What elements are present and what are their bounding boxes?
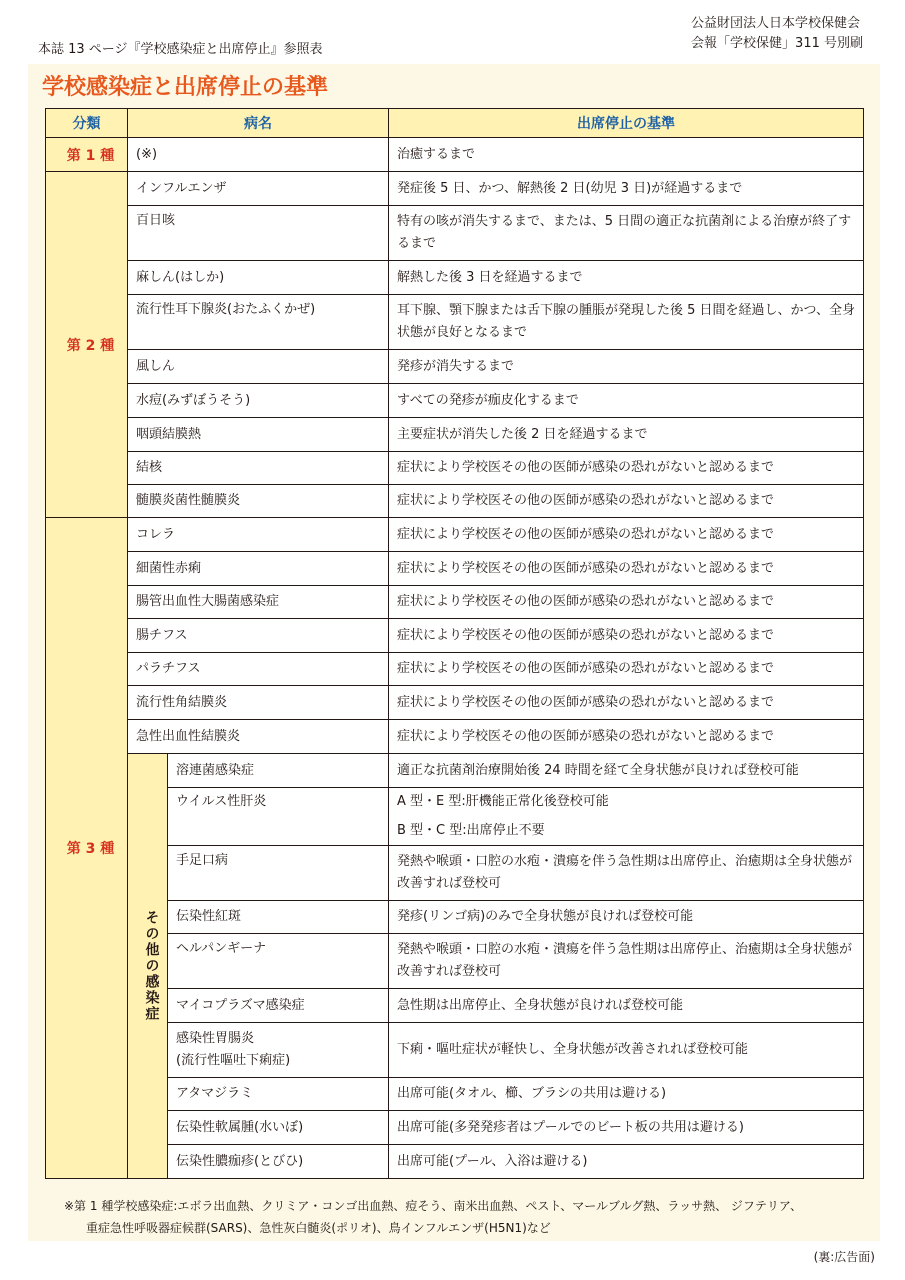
criteria-text: 主要症状が消失した後 2 日を経過するまで — [389, 418, 864, 452]
table-row — [46, 653, 864, 686]
back-page-note: (裏:広告面) — [813, 1250, 875, 1264]
table-row — [46, 1023, 864, 1078]
disease-name: 手足口病 — [168, 846, 389, 901]
category-2-label: 第 2 種 — [46, 172, 128, 518]
disease-name: 咽頭結膜熱 — [128, 418, 389, 452]
criteria-text: 発疹(リンゴ病)のみで全身状態が良ければ登校可能 — [389, 901, 864, 934]
header-criteria: 出席停止の基準 — [389, 109, 864, 138]
page-reference: 本誌 13 ページ『学校感染症と出席停止』参照表 — [38, 42, 323, 57]
table-row — [46, 384, 864, 418]
footnote-line-2: 重症急性呼吸器症候群(SARS)、急性灰白髄炎(ポリオ)、鳥インフルエンザ(H5N1)など — [86, 1221, 551, 1235]
criteria-text: 出席可能(多発発疹者はプールでのビート板の共用は避ける) — [389, 1111, 864, 1145]
disease-name: 腸管出血性大腸菌感染症 — [128, 586, 389, 619]
criteria-text: 発熱や喉頭・口腔の水疱・潰瘍を伴う急性期は出席停止、治癒期は全身状態が改善すれば登校可 — [389, 846, 864, 901]
criteria-text: 症状により学校医その他の医師が感染の恐れがないと認めるまで — [389, 653, 864, 686]
criteria-text: 症状により学校医その他の医師が感染の恐れがないと認めるまで — [389, 552, 864, 586]
disease-name: 髄膜炎菌性髄膜炎 — [128, 485, 389, 518]
publisher-name: 公益財団法人日本学校保健会 — [691, 16, 861, 31]
criteria-text: 症状により学校医その他の医師が感染の恐れがないと認めるまで — [389, 686, 864, 720]
disease-name: インフルエンザ — [128, 172, 389, 206]
table-row — [46, 788, 864, 817]
table-header-row — [46, 109, 864, 138]
table-row — [46, 619, 864, 653]
criteria-text: B 型・C 型:出席停止不要 — [389, 817, 864, 846]
criteria-text: 出席可能(タオル、櫛、ブラシの共用は避ける) — [389, 1078, 864, 1111]
disease-name: 水痘(みずぼうそう) — [128, 384, 389, 418]
disease-name-line2: (流行性嘔吐下痢症) — [176, 1053, 291, 1068]
criteria-text: 適正な抗菌剤治療開始後 24 時間を経て全身状態が良ければ登校可能 — [389, 754, 864, 788]
disease-name: ウイルス性肝炎 — [168, 788, 389, 846]
table-row — [46, 989, 864, 1023]
table-row — [46, 485, 864, 518]
criteria-text: A 型・E 型:肝機能正常化後登校可能 — [389, 788, 864, 817]
table-row — [46, 518, 864, 552]
criteria-text: 治癒するまで — [389, 138, 864, 172]
criteria-text: 下痢・嘔吐症状が軽快し、全身状態が改善されれば登校可能 — [389, 1023, 864, 1078]
criteria-text: 発症後 5 日、かつ、解熱後 2 日(幼児 3 日)が経過するまで — [389, 172, 864, 206]
disease-name: 百日咳 — [128, 206, 389, 261]
footnote-line-1: ※第 1 種学校感染症:エボラ出血熱、クリミア・コンゴ出血熱、痘そう、南米出血熱、ペスト、マールブルグ熱、ラッサ熱、 ジフテリア、 — [64, 1199, 802, 1213]
disease-name: 伝染性軟属腫(水いぼ) — [168, 1111, 389, 1145]
criteria-text: 特有の咳が消失するまで、または、5 日間の適正な抗菌剤による治療が終了するまで — [389, 206, 864, 261]
criteria-text: 出席可能(プール、入浴は避ける) — [389, 1145, 864, 1179]
publication-name: 会報「学校保健」311 号別刷 — [691, 36, 863, 51]
table-row — [46, 1078, 864, 1111]
table-row — [46, 1145, 864, 1179]
criteria-table — [45, 108, 864, 1179]
table-row — [46, 261, 864, 295]
criteria-text: 解熱した後 3 日を経過するまで — [389, 261, 864, 295]
other-infections-label: その他の感染症 — [128, 754, 168, 1179]
table-row — [46, 720, 864, 754]
criteria-text: 急性期は出席停止、全身状態が良ければ登校可能 — [389, 989, 864, 1023]
disease-name: アタマジラミ — [168, 1078, 389, 1111]
table-row — [46, 846, 864, 901]
table-row — [46, 1111, 864, 1145]
criteria-text: 症状により学校医その他の医師が感染の恐れがないと認めるまで — [389, 518, 864, 552]
table-row — [46, 138, 864, 172]
table-row — [46, 552, 864, 586]
table-row — [46, 295, 864, 350]
table-row — [46, 418, 864, 452]
disease-name: 溶連菌感染症 — [168, 754, 389, 788]
disease-name: 風しん — [128, 350, 389, 384]
disease-name: 腸チフス — [128, 619, 389, 653]
disease-name: 流行性角結膜炎 — [128, 686, 389, 720]
criteria-text: 症状により学校医その他の医師が感染の恐れがないと認めるまで — [389, 586, 864, 619]
criteria-text: 発疹が消失するまで — [389, 350, 864, 384]
table-row — [46, 452, 864, 485]
publisher-info — [691, 14, 863, 54]
disease-name: 細菌性赤痢 — [128, 552, 389, 586]
table-row — [46, 206, 864, 261]
table-row — [46, 934, 864, 989]
category-3-label: 第 3 種 — [46, 518, 128, 1179]
disease-name: 流行性耳下腺炎(おたふくかぜ) — [128, 295, 389, 350]
table-row — [46, 350, 864, 384]
disease-name: 伝染性膿痂疹(とびひ) — [168, 1145, 389, 1179]
disease-name: コレラ — [128, 518, 389, 552]
disease-name: マイコプラズマ感染症 — [168, 989, 389, 1023]
footnote — [64, 1195, 802, 1239]
header-disease: 病名 — [128, 109, 389, 138]
category-1-label: 第 1 種 — [46, 138, 128, 172]
page-title: 学校感染症と出席停止の基準 — [42, 75, 329, 100]
disease-name: (※) — [128, 138, 389, 172]
criteria-text: 症状により学校医その他の医師が感染の恐れがないと認めるまで — [389, 619, 864, 653]
table-row — [46, 754, 864, 788]
criteria-text: 症状により学校医その他の医師が感染の恐れがないと認めるまで — [389, 452, 864, 485]
table-row — [46, 686, 864, 720]
table-row — [46, 586, 864, 619]
disease-name: 急性出血性結膜炎 — [128, 720, 389, 754]
criteria-text: 耳下腺、顎下腺または舌下腺の腫脹が発現した後 5 日間を経過し、かつ、全身状態が良好となるまで — [389, 295, 864, 350]
criteria-text: 症状により学校医その他の医師が感染の恐れがないと認めるまで — [389, 485, 864, 518]
table-row — [46, 901, 864, 934]
disease-name: 伝染性紅斑 — [168, 901, 389, 934]
disease-name: 結核 — [128, 452, 389, 485]
header-category: 分類 — [46, 109, 128, 138]
disease-name: 麻しん(はしか) — [128, 261, 389, 295]
criteria-text: 発熱や喉頭・口腔の水疱・潰瘍を伴う急性期は出席停止、治癒期は全身状態が改善すれば登校可 — [389, 934, 864, 989]
criteria-text: すべての発疹が痂皮化するまで — [389, 384, 864, 418]
disease-name-line1: 感染性胃腸炎 — [176, 1031, 255, 1046]
disease-name — [168, 1023, 389, 1078]
table-row — [46, 172, 864, 206]
disease-name: パラチフス — [128, 653, 389, 686]
disease-name: ヘルパンギーナ — [168, 934, 389, 989]
criteria-text: 症状により学校医その他の医師が感染の恐れがないと認めるまで — [389, 720, 864, 754]
